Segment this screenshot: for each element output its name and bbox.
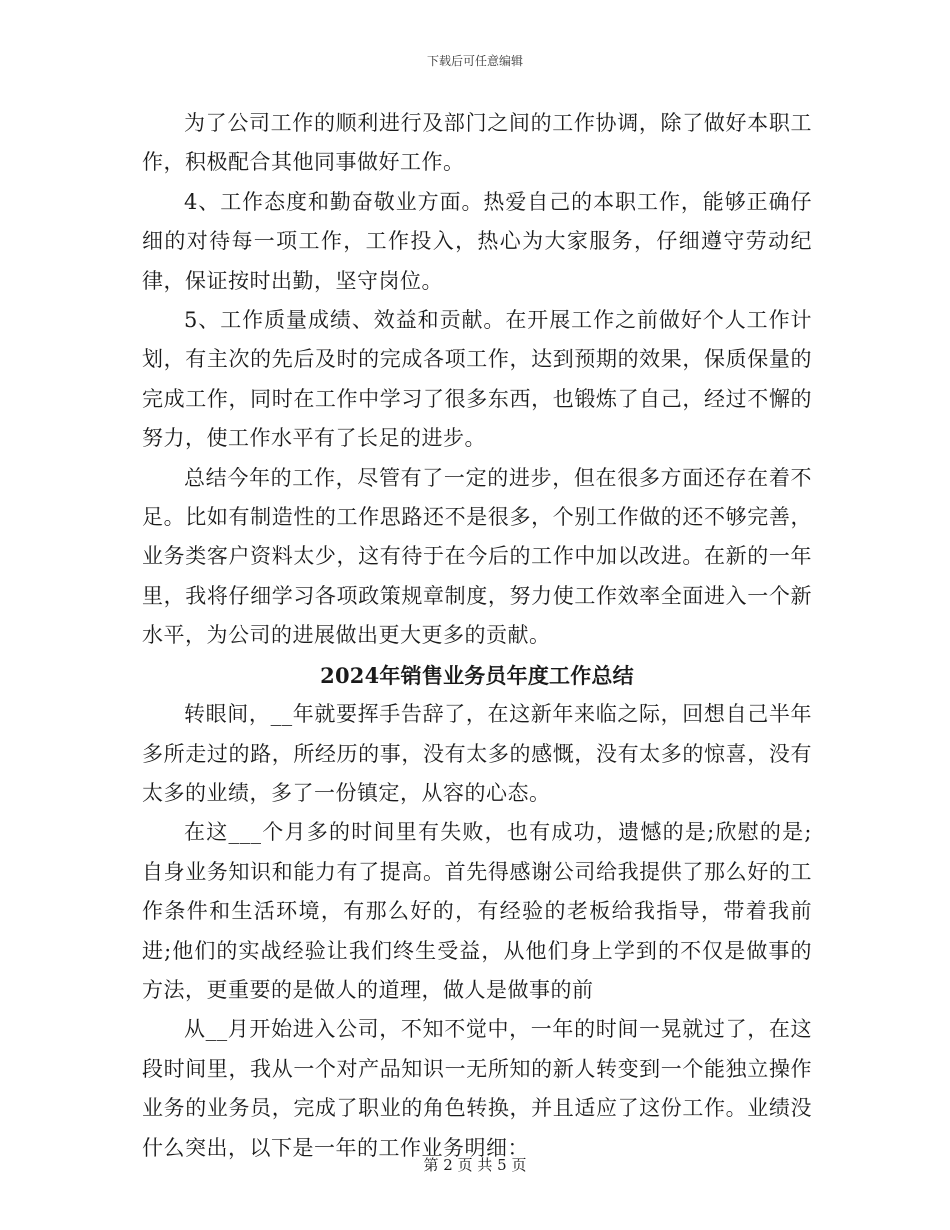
paragraph-5: 转眼间，__年就要挥手告辞了，在这新年来临之际，回想自己半年多所走过的路，所经历的事，没有太多的感慨，没有太多的惊喜，没有太多的业绩，多了一份镇定，从容的心态。 [142,702,812,805]
paragraph-1: 为了公司工作的顺利进行及部门之间的工作协调，除了做好本职工作，积极配合其他同事做好工作。 [142,111,812,175]
page-footer: 第 2 页 共 5 页 [423,1156,527,1174]
section-title: 2024年销售业务员年度工作总结 [320,662,634,688]
paragraph-7: 从__月开始进入公司，不知不觉中，一年的时间一晃就过了，在这段时间里，我从一个对产品知识一无所知的新人转变到一个能独立操作业务的业务员，完成了职业的角色转换，并且适应了这份工作。业绩没什么突出，以下是一年的工作业务明细： [142,1017,812,1160]
paragraph-4: 总结今年的工作，尽管有了一定的进步，但在很多方面还存在着不足。比如有制造性的工作思路还不是很多，个别工作做的还不够完善，业务类客户资料太少，这有待于在今后的工作中加以改进。在新的一年里，我将仔细学习各项政策规章制度，努力使工作效率全面进入一个新水平，为公司的进展做出更大更多的贡献。 [142,465,812,648]
paragraph-3: 5、工作质量成绩、效益和贡献。在开展工作之前做好个人工作计划，有主次的先后及时的完成各项工作，达到预期的效果，保质保量的完成工作，同时在工作中学习了很多东西，也锻炼了自己，经过不懈的努力，使工作水平有了长足的进步。 [142,308,812,451]
paragraph-2: 4、工作态度和勤奋敬业方面。热爱自己的本职工作，能够正确仔细的对待每一项工作，工作投入，热心为大家服务，仔细遵守劳动纪律，保证按时出勤，坚守岗位。 [142,189,812,293]
document-body [142,104,812,1168]
paragraph-6: 在这___个月多的时间里有失败，也有成功，遗憾的是;欣慰的是;自身业务知识和能力有了提高。首先得感谢公司给我提供了那么好的工作条件和生活环境，有那么好的，有经验的老板给我指导，带着我前进;他们的实战经验让我们终生受益，从他们身上学到的不仅是做事的方法，更重要的是做人的道理，做人是做事的前 [142,820,812,1002]
page-header: 下载后可任意编辑 [426,54,523,68]
